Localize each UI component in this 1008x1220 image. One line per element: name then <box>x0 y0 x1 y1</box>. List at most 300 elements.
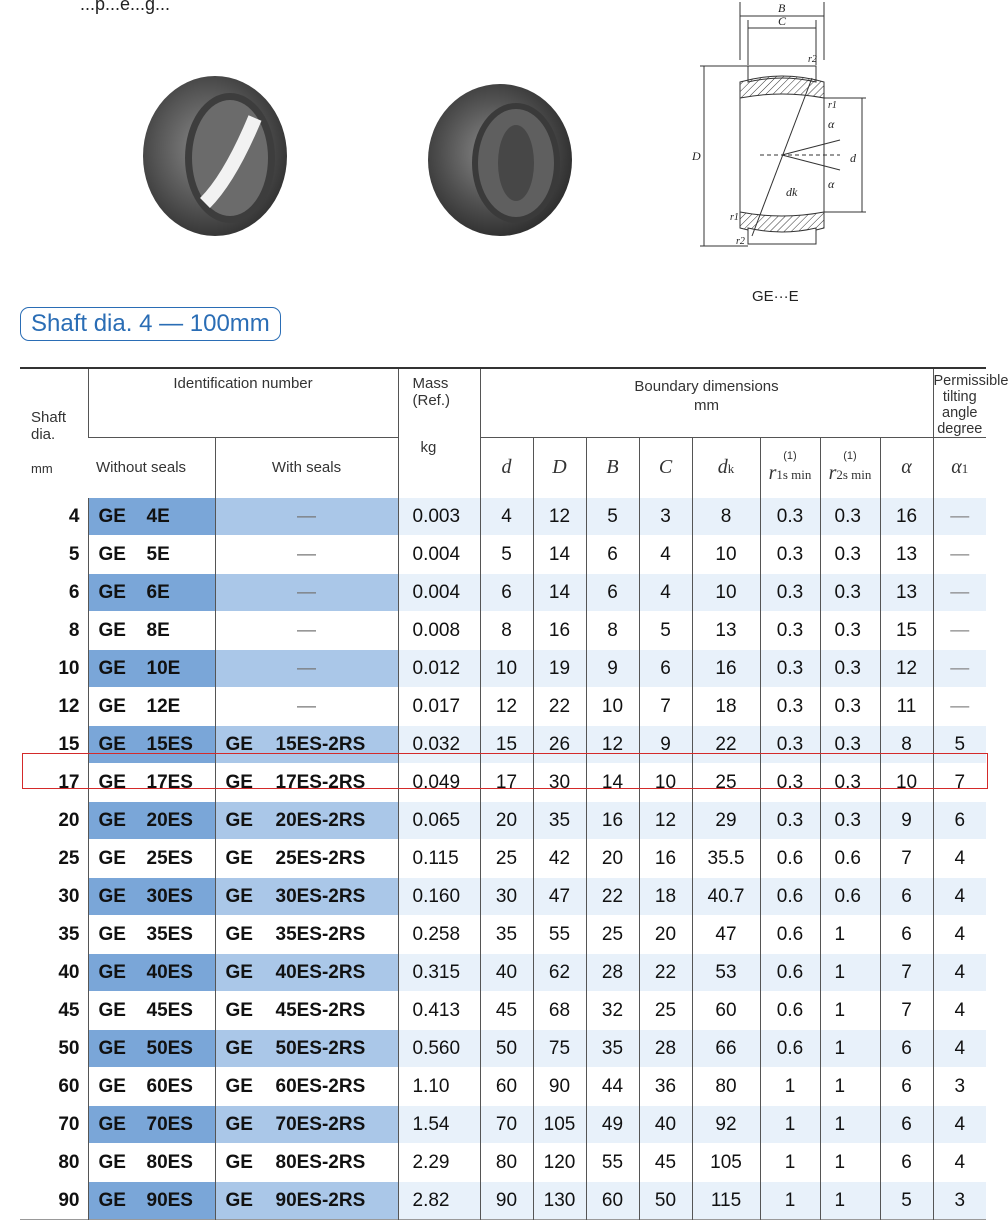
cell-id-without-seals <box>88 878 215 916</box>
cell-D: 26 <box>533 726 586 764</box>
id-prefix: GE <box>98 999 126 1021</box>
cell-id-with-seals: — <box>215 574 398 612</box>
cell-r2: 1 <box>820 916 880 954</box>
cell-C: 40 <box>639 1106 692 1144</box>
cell-B: 9 <box>586 650 639 688</box>
cell-C: 10 <box>639 764 692 802</box>
cell-d: 17 <box>480 764 533 802</box>
cell-shaft-dia: 15 <box>20 726 88 764</box>
cell-alpha1: — <box>933 536 986 574</box>
top-cut-text: ...p...e...g... <box>80 0 171 14</box>
cell-d: 15 <box>480 726 533 764</box>
cell-id-without-seals <box>88 992 215 1030</box>
table-row <box>20 650 986 688</box>
cell-d: 12 <box>480 688 533 726</box>
cell-r1: 1 <box>760 1144 820 1182</box>
diagram-label-C: C <box>778 14 787 28</box>
cell-mass: 2.29 <box>398 1144 480 1182</box>
cell-dk: 60 <box>692 992 760 1030</box>
table-row <box>20 1144 986 1182</box>
diagram-label-r1-right: r1 <box>828 100 837 111</box>
table-row <box>20 612 986 650</box>
cell-alpha1: 4 <box>933 1106 986 1144</box>
table-header <box>20 368 1008 498</box>
header-shaft-l2: dia. <box>31 425 56 443</box>
seal-id-prefix: GE <box>225 809 253 831</box>
cell-r2: 0.3 <box>820 650 880 688</box>
cell-id-without-seals <box>88 840 215 878</box>
cell-alpha: 16 <box>880 498 933 536</box>
diagram-caption: GE···E <box>752 288 799 305</box>
header-col-r1-text: r <box>768 461 777 484</box>
cell-r1: 0.3 <box>760 498 820 536</box>
cell-d: 8 <box>480 612 533 650</box>
cell-mass: 0.004 <box>398 574 480 612</box>
cell-r2: 1 <box>820 1030 880 1068</box>
cell-B: 14 <box>586 764 639 802</box>
cell-alpha: 12 <box>880 650 933 688</box>
cell-alpha1: 4 <box>933 1144 986 1182</box>
cell-r1: 0.3 <box>760 536 820 574</box>
cell-r2: 0.6 <box>820 878 880 916</box>
cell-C: 16 <box>639 840 692 878</box>
cell-id-with-seals: — <box>215 650 398 688</box>
cell-r1: 0.3 <box>760 802 820 840</box>
cell-B: 55 <box>586 1144 639 1182</box>
cell-id-with-seals <box>215 726 398 764</box>
header-col-B-text: B <box>606 456 619 478</box>
cell-id-without-seals <box>88 802 215 840</box>
cell-id-without-seals <box>88 764 215 802</box>
cell-r1: 1 <box>760 1106 820 1144</box>
cell-id-with-seals <box>215 1030 398 1068</box>
seal-id-prefix: GE <box>225 999 253 1021</box>
cell-dk: 40.7 <box>692 878 760 916</box>
id-code: 12E <box>146 695 181 717</box>
header-col-alpha1-sub: 1 <box>961 461 969 476</box>
cell-alpha1: 3 <box>933 1068 986 1106</box>
cell-mass: 0.004 <box>398 536 480 574</box>
cell-D: 75 <box>533 1030 586 1068</box>
cell-id-without-seals <box>88 536 215 574</box>
header-ident: Identification number <box>88 368 398 438</box>
cell-r1: 0.3 <box>760 726 820 764</box>
header-tilt-l1: Permissible <box>933 373 1008 389</box>
cell-dk: 105 <box>692 1144 760 1182</box>
id-code: 10E <box>146 657 181 679</box>
cell-id-without-seals <box>88 574 215 612</box>
id-prefix: GE <box>98 581 126 603</box>
cell-r2: 0.3 <box>820 764 880 802</box>
cell-mass: 0.032 <box>398 726 480 764</box>
table-row <box>20 1182 986 1220</box>
cell-B: 5 <box>586 498 639 536</box>
cell-r2: 1 <box>820 1106 880 1144</box>
cell-id-with-seals <box>215 1144 398 1182</box>
seal-id-code: 35ES-2RS <box>275 923 366 945</box>
cell-mass: 0.413 <box>398 992 480 1030</box>
cell-C: 4 <box>639 574 692 612</box>
cell-C: 9 <box>639 726 692 764</box>
cell-shaft-dia: 25 <box>20 840 88 878</box>
table-row <box>20 726 986 764</box>
cell-alpha1: 4 <box>933 840 986 878</box>
id-prefix: GE <box>98 733 126 755</box>
id-prefix: GE <box>98 1189 126 1211</box>
cell-d: 4 <box>480 498 533 536</box>
cell-d: 30 <box>480 878 533 916</box>
cell-r2: 1 <box>820 954 880 992</box>
id-code: 5E <box>146 543 170 565</box>
spec-table <box>20 367 1008 1220</box>
id-prefix: GE <box>98 923 126 945</box>
cell-alpha1: 5 <box>933 726 986 764</box>
cell-alpha1: 7 <box>933 764 986 802</box>
cell-dk: 10 <box>692 536 760 574</box>
table-row <box>20 498 986 536</box>
seal-id-prefix: GE <box>225 923 253 945</box>
header-without-seals: Without seals <box>88 438 215 498</box>
seal-id-prefix: GE <box>225 961 253 983</box>
bearing-photo-with-seals <box>420 78 580 243</box>
cell-dk: 13 <box>692 612 760 650</box>
table-row <box>20 1068 986 1106</box>
header-col-r1 <box>760 438 820 498</box>
table-row <box>20 688 986 726</box>
id-code: 15ES <box>146 733 193 755</box>
header-col-alpha <box>880 438 933 498</box>
cell-alpha: 6 <box>880 878 933 916</box>
id-prefix: GE <box>98 1075 126 1097</box>
diagram-label-D: D <box>692 149 701 163</box>
diagram-label-B: B <box>778 1 786 15</box>
id-prefix: GE <box>98 505 126 527</box>
cell-B: 49 <box>586 1106 639 1144</box>
cell-shaft-dia: 60 <box>20 1068 88 1106</box>
cell-B: 60 <box>586 1182 639 1220</box>
cell-r1: 0.3 <box>760 612 820 650</box>
cell-id-without-seals <box>88 1030 215 1068</box>
cell-mass: 0.017 <box>398 688 480 726</box>
seal-id-prefix: GE <box>225 1075 253 1097</box>
cell-id-without-seals <box>88 726 215 764</box>
cell-D: 120 <box>533 1144 586 1182</box>
diagram-label-r1-left: r1 <box>730 212 739 223</box>
table-row <box>20 954 986 992</box>
cell-shaft-dia: 30 <box>20 878 88 916</box>
header-tilt <box>933 368 1008 438</box>
cell-dk: 10 <box>692 574 760 612</box>
seal-id-code: 25ES-2RS <box>275 847 366 869</box>
id-code: 80ES <box>146 1151 193 1173</box>
cell-D: 16 <box>533 612 586 650</box>
table-row <box>20 992 986 1030</box>
header-mass-l2: (Ref.) <box>412 392 450 409</box>
cell-D: 55 <box>533 916 586 954</box>
cell-D: 47 <box>533 878 586 916</box>
cell-id-without-seals <box>88 612 215 650</box>
id-prefix: GE <box>98 809 126 831</box>
cell-dk: 22 <box>692 726 760 764</box>
cell-shaft-dia: 10 <box>20 650 88 688</box>
cell-r1: 1 <box>760 1068 820 1106</box>
seal-id-prefix: GE <box>225 847 253 869</box>
cell-mass: 1.54 <box>398 1106 480 1144</box>
cell-d: 70 <box>480 1106 533 1144</box>
cell-mass: 0.258 <box>398 916 480 954</box>
cell-B: 16 <box>586 802 639 840</box>
cell-dk: 80 <box>692 1068 760 1106</box>
table-row <box>20 764 986 802</box>
cell-alpha: 6 <box>880 1106 933 1144</box>
cell-dk: 115 <box>692 1182 760 1220</box>
cell-alpha1: 4 <box>933 954 986 992</box>
cell-B: 10 <box>586 688 639 726</box>
id-code: 60ES <box>146 1075 193 1097</box>
cell-shaft-dia: 8 <box>20 612 88 650</box>
cell-id-with-seals: — <box>215 612 398 650</box>
cell-d: 5 <box>480 536 533 574</box>
cell-D: 22 <box>533 688 586 726</box>
table-body <box>20 498 986 1220</box>
cell-alpha: 5 <box>880 1182 933 1220</box>
cell-C: 50 <box>639 1182 692 1220</box>
cell-alpha1: — <box>933 574 986 612</box>
cell-r1: 0.6 <box>760 1030 820 1068</box>
cell-r2: 1 <box>820 992 880 1030</box>
cell-shaft-dia: 35 <box>20 916 88 954</box>
cell-d: 60 <box>480 1068 533 1106</box>
header-col-B <box>586 438 639 498</box>
seal-id-code: 45ES-2RS <box>275 999 366 1021</box>
id-code: 20ES <box>146 809 193 831</box>
cell-id-with-seals: — <box>215 498 398 536</box>
cell-mass: 0.012 <box>398 650 480 688</box>
header-col-r1-sub: 1s min <box>776 466 812 482</box>
cell-mass: 0.560 <box>398 1030 480 1068</box>
seal-id-code: 15ES-2RS <box>275 733 366 755</box>
header-col-D-text: D <box>552 456 567 478</box>
cell-d: 45 <box>480 992 533 1030</box>
diagram-label-r2-top: r2 <box>808 54 817 65</box>
cell-alpha1: 4 <box>933 992 986 1030</box>
cell-r2: 1 <box>820 1068 880 1106</box>
cell-mass: 0.003 <box>398 498 480 536</box>
cell-shaft-dia: 12 <box>20 688 88 726</box>
cell-id-with-seals <box>215 954 398 992</box>
cell-alpha1: 4 <box>933 916 986 954</box>
header-col-alpha-text: α <box>901 456 912 478</box>
cell-B: 6 <box>586 574 639 612</box>
table-row <box>20 536 986 574</box>
cell-dk: 18 <box>692 688 760 726</box>
cell-B: 44 <box>586 1068 639 1106</box>
cell-r2: 0.3 <box>820 688 880 726</box>
cell-mass: 1.10 <box>398 1068 480 1106</box>
header-col-alpha1-text: α <box>951 456 962 478</box>
cell-r2: 0.3 <box>820 498 880 536</box>
header-tilt-l3: degree <box>937 421 983 437</box>
cell-B: 20 <box>586 840 639 878</box>
seal-id-prefix: GE <box>225 1189 253 1211</box>
cell-dk: 35.5 <box>692 840 760 878</box>
seal-id-code: 90ES-2RS <box>275 1189 366 1211</box>
cell-d: 6 <box>480 574 533 612</box>
cell-dk: 25 <box>692 764 760 802</box>
cell-alpha1: — <box>933 612 986 650</box>
id-code: 6E <box>146 581 170 603</box>
cell-id-with-seals <box>215 916 398 954</box>
cell-alpha: 8 <box>880 726 933 764</box>
cell-d: 20 <box>480 802 533 840</box>
header-col-C-text: C <box>658 456 673 478</box>
seal-id-code: 70ES-2RS <box>275 1113 366 1135</box>
cell-id-with-seals <box>215 802 398 840</box>
header-boundary-unit: mm <box>694 397 719 414</box>
cell-shaft-dia: 6 <box>20 574 88 612</box>
id-prefix: GE <box>98 771 126 793</box>
cell-alpha1: — <box>933 688 986 726</box>
header-col-r1-note: (1) <box>783 449 797 462</box>
cell-id-with-seals <box>215 1106 398 1144</box>
id-prefix: GE <box>98 961 126 983</box>
cell-alpha: 7 <box>880 840 933 878</box>
header-col-r2 <box>820 438 880 498</box>
header-col-D <box>533 438 586 498</box>
cell-shaft-dia: 40 <box>20 954 88 992</box>
shaft-range-badge: Shaft dia. 4 — 100mm <box>20 307 281 341</box>
cell-r1: 0.6 <box>760 992 820 1030</box>
cell-d: 50 <box>480 1030 533 1068</box>
cell-alpha: 9 <box>880 802 933 840</box>
cell-r2: 0.3 <box>820 574 880 612</box>
cell-D: 130 <box>533 1182 586 1220</box>
cell-alpha1: 3 <box>933 1182 986 1220</box>
cell-r1: 0.6 <box>760 840 820 878</box>
cell-r1: 0.3 <box>760 574 820 612</box>
cell-dk: 8 <box>692 498 760 536</box>
id-prefix: GE <box>98 619 126 641</box>
table-row <box>20 802 986 840</box>
id-prefix: GE <box>98 847 126 869</box>
cell-r2: 1 <box>820 1182 880 1220</box>
header-mass-l1: Mass <box>412 375 449 392</box>
cell-alpha: 6 <box>880 1144 933 1182</box>
seal-id-code: 60ES-2RS <box>275 1075 366 1097</box>
cell-mass: 0.115 <box>398 840 480 878</box>
cell-B: 25 <box>586 916 639 954</box>
cell-id-without-seals <box>88 650 215 688</box>
header-col-d-text: d <box>501 456 512 478</box>
cell-C: 3 <box>639 498 692 536</box>
cell-B: 12 <box>586 726 639 764</box>
cell-id-without-seals <box>88 916 215 954</box>
seal-id-prefix: GE <box>225 885 253 907</box>
cell-C: 18 <box>639 878 692 916</box>
cell-id-with-seals <box>215 840 398 878</box>
cell-d: 25 <box>480 840 533 878</box>
id-code: 45ES <box>146 999 193 1021</box>
cell-r2: 0.6 <box>820 840 880 878</box>
header-with-seals: With seals <box>215 438 398 498</box>
cell-id-without-seals <box>88 1068 215 1106</box>
cell-alpha: 15 <box>880 612 933 650</box>
cell-C: 20 <box>639 916 692 954</box>
cell-shaft-dia: 50 <box>20 1030 88 1068</box>
cell-alpha: 6 <box>880 1030 933 1068</box>
cell-id-without-seals <box>88 1144 215 1182</box>
id-prefix: GE <box>98 1037 126 1059</box>
cell-D: 105 <box>533 1106 586 1144</box>
seal-id-prefix: GE <box>225 733 253 755</box>
diagram-label-dk: dk <box>786 185 798 199</box>
table-row <box>20 916 986 954</box>
diagram-label-alpha-top: α <box>828 117 835 131</box>
cell-id-without-seals <box>88 688 215 726</box>
id-prefix: GE <box>98 1113 126 1135</box>
header-mass <box>398 368 480 498</box>
cell-dk: 29 <box>692 802 760 840</box>
cell-id-with-seals <box>215 764 398 802</box>
seal-id-prefix: GE <box>225 1151 253 1173</box>
id-prefix: GE <box>98 1151 126 1173</box>
seal-id-code: 50ES-2RS <box>275 1037 366 1059</box>
header-mass-unit: kg <box>420 439 437 456</box>
table-row <box>20 878 986 916</box>
cell-id-with-seals <box>215 1068 398 1106</box>
header-boundary <box>480 368 933 438</box>
id-prefix: GE <box>98 657 126 679</box>
id-prefix: GE <box>98 543 126 565</box>
seal-id-prefix: GE <box>225 1113 253 1135</box>
cell-dk: 47 <box>692 916 760 954</box>
cell-D: 42 <box>533 840 586 878</box>
cell-alpha1: — <box>933 650 986 688</box>
seal-id-code: 30ES-2RS <box>275 885 366 907</box>
cell-B: 22 <box>586 878 639 916</box>
cell-C: 5 <box>639 612 692 650</box>
id-code: 35ES <box>146 923 193 945</box>
seal-id-code: 40ES-2RS <box>275 961 366 983</box>
cell-mass: 0.315 <box>398 954 480 992</box>
bearing-cross-section-diagram <box>690 0 870 255</box>
cell-id-without-seals <box>88 1106 215 1144</box>
cell-mass: 2.82 <box>398 1182 480 1220</box>
id-prefix: GE <box>98 695 126 717</box>
cell-B: 28 <box>586 954 639 992</box>
cell-dk: 16 <box>692 650 760 688</box>
cell-alpha1: 4 <box>933 878 986 916</box>
cell-alpha1: — <box>933 498 986 536</box>
id-code: 17ES <box>146 771 193 793</box>
cell-d: 90 <box>480 1182 533 1220</box>
cell-mass: 0.160 <box>398 878 480 916</box>
cell-id-without-seals <box>88 498 215 536</box>
cell-dk: 66 <box>692 1030 760 1068</box>
cell-shaft-dia: 45 <box>20 992 88 1030</box>
cell-alpha: 6 <box>880 916 933 954</box>
cell-dk: 53 <box>692 954 760 992</box>
seal-id-code: 80ES-2RS <box>275 1151 366 1173</box>
cell-r1: 0.3 <box>760 650 820 688</box>
cell-r2: 1 <box>820 1144 880 1182</box>
cell-r2: 0.3 <box>820 726 880 764</box>
cell-shaft-dia: 5 <box>20 536 88 574</box>
cell-B: 35 <box>586 1030 639 1068</box>
bearing-photo-without-seals <box>135 68 295 243</box>
cell-shaft-dia: 17 <box>20 764 88 802</box>
cell-r1: 0.3 <box>760 764 820 802</box>
